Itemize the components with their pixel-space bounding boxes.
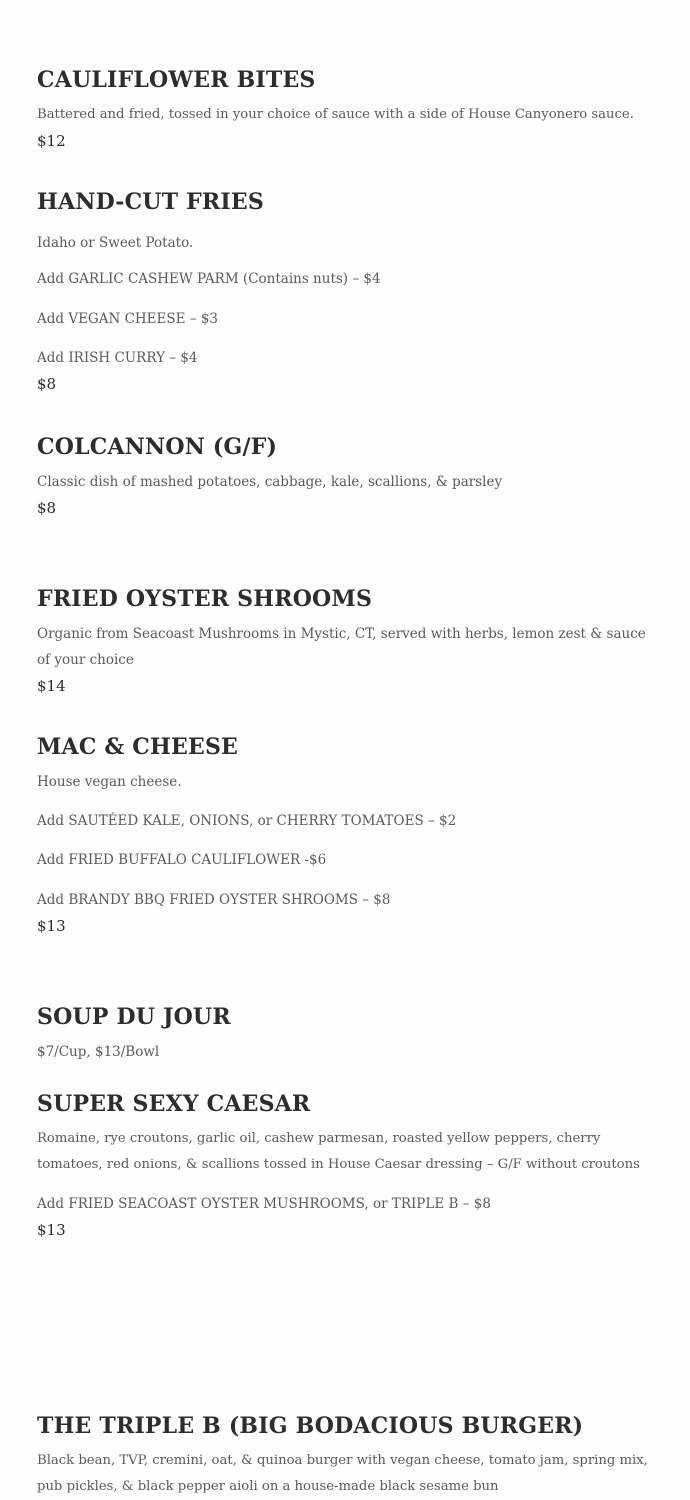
item-description: Idaho or Sweet Potato.	[37, 235, 194, 251]
item-title: SUPER SEXY CAESAR	[37, 1091, 311, 1117]
menu-item-mac-and-cheese	[37, 733, 657, 939]
item-price: $14	[37, 677, 66, 695]
item-description: House vegan cheese.	[37, 774, 182, 790]
item-addon: Add BRANDY BBQ FRIED OYSTER SHROOMS – $8	[37, 892, 391, 908]
menu-item-colcannon	[37, 433, 657, 521]
menu-item-triple-b-burger	[37, 1412, 657, 1500]
item-description: Romaine, rye croutons, garlic oil, cashew parmesan, roasted yellow peppers, cherry tomatoes, red onions, & scallions tossed in House Caesar dressing – G/F without croutons	[37, 1131, 640, 1172]
menu-item-super-sexy-caesar	[37, 1090, 657, 1243]
item-description: Battered and fried, tossed in your choice of sauce with a side of House Canyonero sauce.	[37, 107, 634, 122]
item-price: $8	[37, 375, 57, 393]
menu-item-soup-du-jour	[37, 1003, 657, 1065]
item-price: $13	[37, 917, 66, 935]
menu-item-hand-cut-fries	[37, 188, 657, 397]
item-price: $12	[37, 132, 66, 150]
item-addon: Add FRIED SEACOAST OYSTER MUSHROOMS, or TRIPLE B – $8	[37, 1196, 491, 1212]
item-addon: Add GARLIC CASHEW PARM (Contains nuts) – $4	[37, 271, 381, 287]
menu-item-cauliflower-bites	[37, 66, 657, 154]
item-addon: Add FRIED BUFFALO CAULIFLOWER -$6	[37, 852, 327, 868]
menu-item-fried-oyster-shrooms	[37, 585, 657, 699]
item-price: $13	[37, 1221, 66, 1239]
item-addon: Add SAUTÉED KALE, ONIONS, or CHERRY TOMATOES – $2	[37, 813, 457, 829]
item-description: Black bean, TVP, cremini, oat, & quinoa burger with vegan cheese, tomato jam, spring mix, pub pickles, & black pepper aioli on a house-made black sesame bun	[37, 1453, 648, 1494]
item-addon: Add VEGAN CHEESE – $3	[37, 311, 218, 327]
item-description: $7/Cup, $13/Bowl	[37, 1044, 160, 1060]
item-title: MAC & CHEESE	[37, 734, 239, 760]
item-title: THE TRIPLE B (BIG BODACIOUS BURGER)	[37, 1413, 584, 1439]
item-title: HAND-CUT FRIES	[37, 189, 264, 215]
item-title: SOUP DU JOUR	[37, 1004, 231, 1030]
item-description: Organic from Seacoast Mushrooms in Mystic, CT, served with herbs, lemon zest & sauce of your choice	[37, 626, 646, 668]
item-title: CAULIFLOWER BITES	[37, 67, 316, 93]
item-description: Classic dish of mashed potatoes, cabbage, kale, scallions, & parsley	[37, 474, 503, 490]
item-title: COLCANNON (G/F)	[37, 434, 278, 460]
item-addon: Add IRISH CURRY – $4	[37, 350, 198, 366]
item-price: $8	[37, 499, 57, 517]
item-title: FRIED OYSTER SHROOMS	[37, 586, 373, 612]
